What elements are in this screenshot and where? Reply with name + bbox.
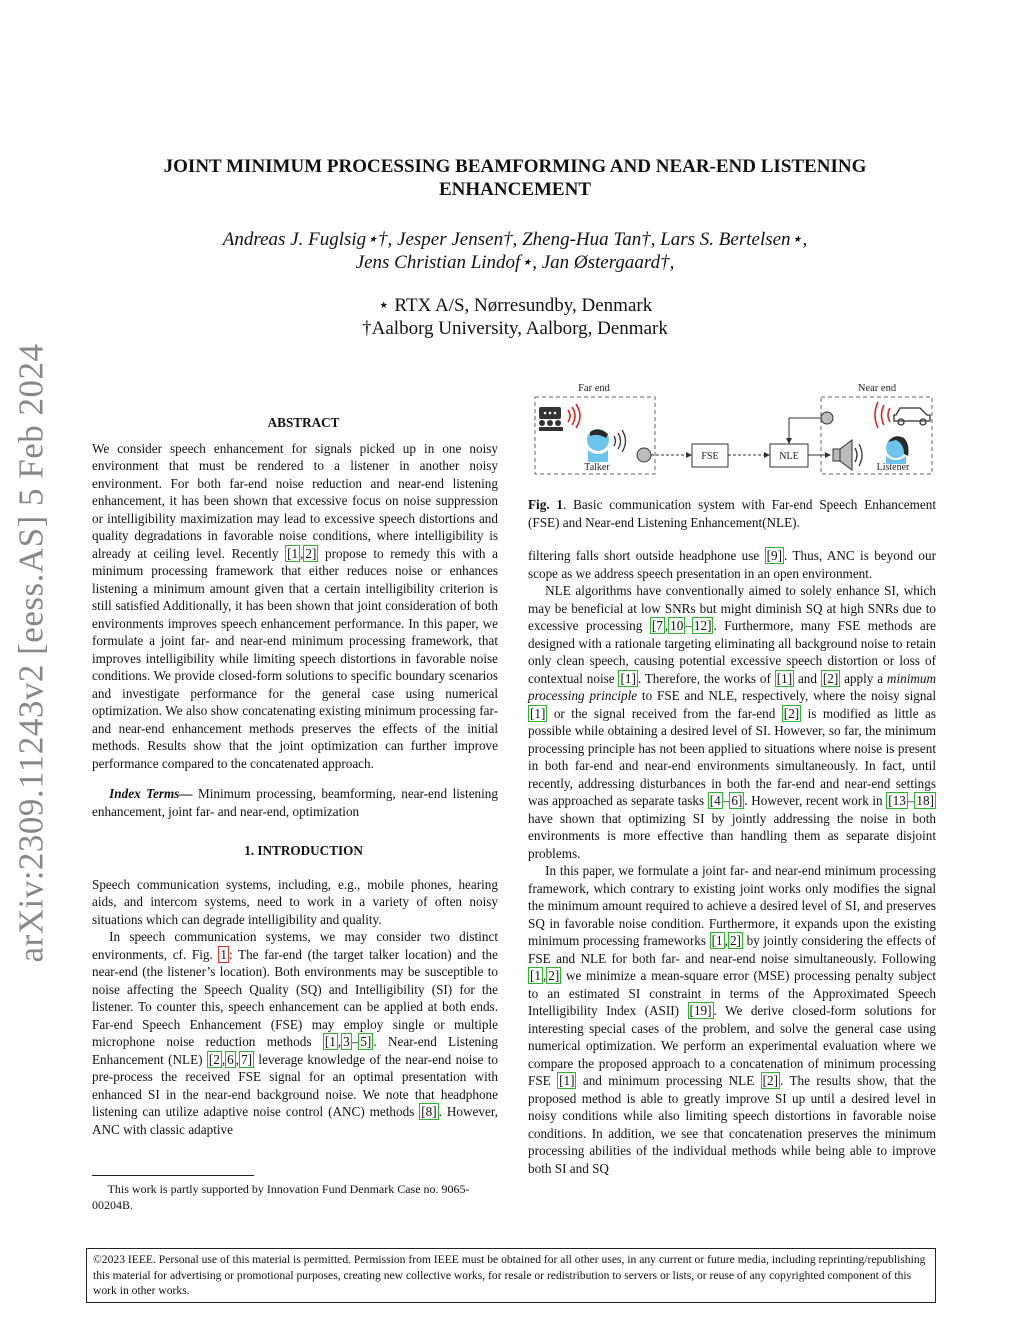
right-column <box>528 547 936 1177</box>
near-end-microphone-icon <box>821 412 833 424</box>
citation-link[interactable]: 3 <box>343 1034 350 1049</box>
arxiv-watermark: arXiv:2309.11243v2 [eess.AS] 5 Feb 2024 <box>11 343 51 963</box>
citation-link[interactable]: [9] <box>766 548 783 563</box>
intro-heading: 1. INTRODUCTION <box>244 843 363 858</box>
noise-crowd-icon <box>539 407 563 431</box>
citation-link[interactable]: 2] <box>305 545 317 561</box>
noise-waves-icon <box>568 404 580 428</box>
citation-link[interactable]: [1] <box>620 670 636 686</box>
intro-paragraph-2: In speech communication systems, we may consider two distinct environments, cf. Fig. 1 : The far-end (the target talker location) and the near-end (the listener’s location). Both environments may be susceptible to noise affecting the Speech Quality (SQ) and Intelligibility (SI) for the listener. To counter this, speech enhancement can be applied at both ends. Far-end Speech Enhancement (FSE) may employ single or multiple microphone noise reduction methods [1 , 3 – 5] . Near-end Listening Enhancement (NLE) [2 , 6 , 7] leverage knowledge of the near-end noise to pre-process the received FSE signal for an optimal presentation with enhanced SI in the near-end background noise. We note that headphone listening can utilize adaptive noise control (ANC) methods [8] . However, ANC with classic adaptive <box>92 929 499 1137</box>
citation-link[interactable]: [7 <box>651 618 663 633</box>
citation-link[interactable]: 2] <box>729 933 741 948</box>
nle-label: NLE <box>779 451 799 462</box>
speaker-waves-icon <box>855 444 862 466</box>
author-line-2: Jens Christian Lindof⋆, Jan Østergaard†, <box>355 252 675 273</box>
citation-link[interactable]: [1 <box>287 545 299 561</box>
talker-icon <box>587 429 609 462</box>
car-icon <box>894 408 930 425</box>
fse-label: FSE <box>701 451 719 462</box>
far-end-label: Far end <box>578 383 610 394</box>
citation-link[interactable]: 12] <box>693 618 712 633</box>
left-column <box>92 414 498 1138</box>
car-noise-waves-icon <box>875 402 890 428</box>
citation-link[interactable]: [2 <box>208 1051 220 1067</box>
citation-link[interactable]: 18] <box>916 793 934 808</box>
citation-link[interactable]: [2] <box>762 1073 779 1088</box>
affiliations <box>100 294 930 340</box>
citation-link[interactable]: [2] <box>822 670 839 686</box>
figure-link[interactable]: 1 <box>220 946 227 962</box>
listener-label: Listener <box>876 462 910 473</box>
microphone-icon <box>637 448 651 462</box>
citation-link[interactable]: [13 <box>888 793 906 808</box>
copyright-notice: ©2023 IEEE. Personal use of this material is permitted. Permission from IEEE must be obtained for all other uses, in any current or future media, including reprinting/republishing this material for advertising or promotional purposes, creating new collective works, for resale or redistribution to servers or lists, or reuse of any copyrighted component of this work in other works. <box>86 1248 936 1303</box>
citation-link[interactable]: 5] <box>360 1034 372 1049</box>
intro-paragraph-4: NLE algorithms have conventionally aimed to solely enhance SI, which may be beneficial at low SNRs but might diminish SQ at high SNRs due to excessive processing [7 , 10 – 12] . Furthermore, many FSE methods are designed with a rationale targeting eliminating all background noise to retain only clean speech, causing potential excessive speech distortion or loss of contextual noise [1] . Therefore, the works of [1] and [2] apply a minimum processing principle to FSE and NLE, respectively, where the noisy signal [1] or the signal received from the far-end [2] is modified as little as possible while obtaining a desired level of SI. However, so far, the minimum processing principle has not been applied to situations where noise is present in both far-end and near-end environments simultaneously. In fact, until recently, addressing disturbances in both the far-end and near-end settings was approached as separate tasks [4 – 6] . However, recent work in [13 – 18] have shown that optimizing SI by jointly addressing the noise in both environments is more effective than handling them as separate disjoint problems. <box>528 583 937 861</box>
figure-1-diagram <box>528 378 938 478</box>
loudspeaker-icon <box>833 440 852 470</box>
figure-caption: Fig. 1. Basic communication system with Far-end Speech Enhancement (FSE) and Near-end Listening Enhancement(NLE). <box>528 497 936 530</box>
abstract-text: We consider speech enhancement for signals picked up in one noisy environment that must be rendered to a listener in another noisy environment. For both far-end noise reduction and near-end listening enhancement, it has been shown that excessive focus on noise suppression or intelligibility maximization may lead to excessive speech distortions and quality degradations in favorable noise conditions, where intelligibility is already at ceiling level. Recently [1 , 2] propose to remedy this with a minimum processing framework that either reduces noise or enhances listening a minimum amount given that a certain intelligibility criterion is still satisfied Additionally, it has been shown that joint consideration of both environments improves speech enhancement performance. In this paper, we formulate a joint far- and near-end minimum processing framework, that improves intelligibility while limiting speech distortions in favorable noise conditions. We provide closed-form solutions to specific boundary scenarios and investigate performance for the general case using numerical optimization. We also show concatenating existing minimum processing far- and near-end enhancement methods preserves the effects of the initial methods. Results show that the joint optimization can further improve performance compared to the concatenated approach. <box>92 440 498 771</box>
citation-link[interactable]: 6 <box>227 1051 234 1067</box>
citation-link[interactable]: [1 <box>530 968 541 983</box>
author-line-1: Andreas J. Fuglsig⋆†, Jesper Jensen†, Zheng-Hua Tan†, Lars S. Bertelsen⋆, <box>222 229 808 250</box>
near-end-label: Near end <box>857 383 897 394</box>
abstract-heading: ABSTRACT <box>267 415 340 430</box>
citation-link[interactable]: 10 <box>670 618 684 633</box>
talker-label: Talker <box>584 462 610 473</box>
footnote: This work is partly supported by Innovation Fund Denmark Case no. 9065-00204B. <box>92 1182 470 1212</box>
affiliation-2: †Aalborg University, Aalborg, Denmark <box>362 318 668 339</box>
listener-icon <box>886 436 909 464</box>
intro-paragraph-5: In this paper, we formulate a joint far- and near-end minimum processing framework, which contrary to existing joint works only modifies the signal the minimum amount required to achieve a desired level of SI, and preserves SQ in favorable noise condition. Furthermore, it expands upon the existing minimum processing frameworks [1 , 2] by jointly considering the effects of FSE and NLE for both far- and near-end noise simultaneously. Following [1 , 2] we minimize a mean-square error (MSE) processing penalty subject to an estimated SI constraint in terms of the Approximated Speech Intelligibility Index (ASII) [19] . We derive closed-form solutions for interesting special cases of the problem, and solve the general case using numerical optimization. We perform an experimental evaluation where we compare the proposed approach to a concatenation of minimum processing FSE [1] and minimum processing NLE [2] . The results show, that the proposed method is able to greatly improve SI up until a desired level in noisy conditions while also limiting speech distortions in favorable noise conditions. In addition, we see that concatenation preserves the minimum processing abilities of the individual methods while being able to improve both SI and SQ <box>528 863 937 1176</box>
affiliation-1: ⋆ RTX A/S, Nørresundby, Denmark <box>377 295 653 316</box>
index-terms: Index Terms— Minimum processing, beamforming, near-end listening enhancement, joint far- and near-end, optimization <box>92 786 498 819</box>
intro-paragraph-1: Speech communication systems, including, e.g., mobile phones, hearing aids, and intercom systems, need to work in a variety of often noisy situations which can degrade intelligibility and quality. <box>92 876 498 927</box>
citation-link[interactable]: 6] <box>731 793 743 808</box>
citation-link[interactable]: [1 <box>711 933 723 948</box>
talker-speech-waves-icon <box>614 430 626 452</box>
citation-link[interactable]: [4 <box>709 793 721 808</box>
citation-link[interactable]: [1] <box>559 1073 575 1088</box>
citation-link[interactable]: [1] <box>776 670 793 686</box>
citation-link[interactable]: [2] <box>783 705 800 721</box>
paper-title: JOINT MINIMUM PROCESSING BEAMFORMING AND NEAR-END LISTENING ENHANCEMENT <box>163 156 867 200</box>
citation-link[interactable]: [8] <box>421 1104 437 1119</box>
citation-link[interactable]: 2] <box>548 968 560 983</box>
citation-link[interactable]: [1 <box>324 1034 336 1049</box>
citation-link[interactable]: [1] <box>530 705 546 721</box>
intro-paragraph-3: filtering falls short outside headphone use [9] . Thus, ANC is beyond our scope as we address speech presentation in an open environment. <box>528 548 936 581</box>
citation-link[interactable]: [19] <box>689 1003 712 1018</box>
author-list <box>100 228 930 274</box>
footnote-rule <box>92 1175 254 1176</box>
citation-link[interactable]: 7] <box>241 1051 253 1067</box>
